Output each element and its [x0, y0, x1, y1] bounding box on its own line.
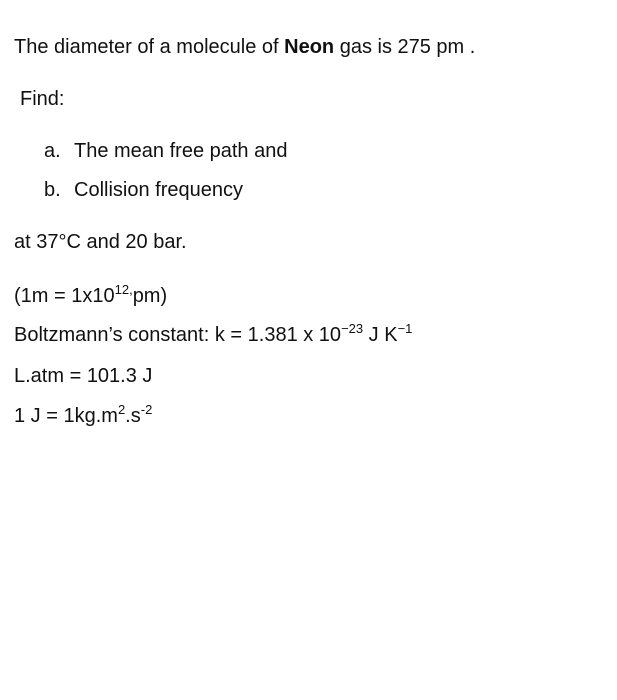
conditions-text: at 37°C and 20 bar. — [14, 231, 187, 253]
boltzmann-line — [14, 323, 412, 349]
latm-line: L.atm = 101.3 J — [14, 365, 153, 387]
joule-s-exponent: -2 — [140, 402, 153, 417]
list-marker-a: a. — [44, 140, 61, 162]
conversion-line — [14, 284, 167, 310]
joule-line — [14, 404, 152, 430]
boltzmann-unit: J K — [363, 324, 398, 346]
problem-statement — [14, 35, 475, 59]
boltzmann-exponent: −23 — [341, 321, 364, 336]
conversion-exponent: 12, — [114, 282, 133, 297]
intro-text-end: gas is 275 pm . — [334, 36, 476, 58]
intro-text-start: The diameter of a molecule of — [14, 36, 285, 58]
list-item-a — [44, 139, 287, 163]
joule-text-start: 1 J = 1kg.m — [14, 405, 118, 427]
boltzmann-text-start: Boltzmann’s constant: k = 1.381 x 10 — [14, 324, 342, 346]
gas-name: Neon — [284, 36, 335, 58]
list-item-text-a: The mean free path and — [74, 140, 288, 162]
find-label: Find: — [20, 88, 65, 110]
list-marker-b: b. — [44, 179, 61, 201]
boltzmann-unit-exponent: −1 — [397, 321, 413, 336]
conversion-text-end: pm) — [132, 285, 168, 307]
list-item-text-b: Collision frequency — [74, 179, 243, 201]
conversion-text-start: (1m = 1x10 — [14, 285, 115, 307]
joule-m-exponent: 2 — [117, 402, 126, 417]
joule-text-mid: .s — [125, 405, 141, 427]
list-item-b — [44, 178, 243, 202]
